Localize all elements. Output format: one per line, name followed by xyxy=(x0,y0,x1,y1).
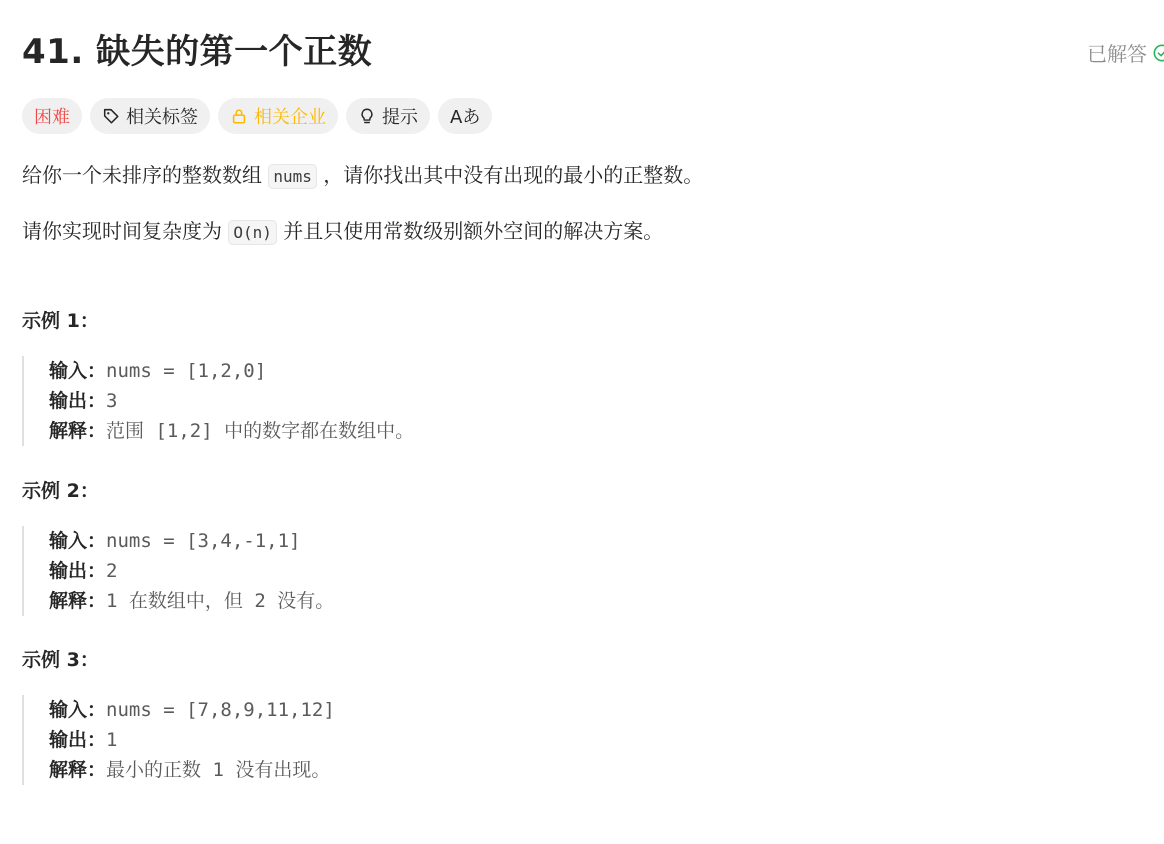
example-block xyxy=(22,695,335,785)
hints-label: 提示 xyxy=(382,107,418,128)
input-label: 输入： xyxy=(49,360,107,382)
check-circle-icon xyxy=(1153,44,1164,62)
related-topics-label: 相关标签 xyxy=(126,107,198,128)
description-text: ，请你找出其中没有出现的最小的正整数。 xyxy=(316,163,704,187)
inline-code: nums xyxy=(268,164,317,189)
solved-status xyxy=(1087,38,1164,67)
example-title: 示例 1： xyxy=(22,310,99,332)
lightbulb-icon xyxy=(358,107,376,125)
example-input xyxy=(49,695,335,725)
explanation-label: 解释： xyxy=(49,590,107,612)
example-title: 示例 2： xyxy=(22,480,99,502)
output-value: 2 xyxy=(106,560,118,582)
difficulty-tag[interactable] xyxy=(22,98,82,134)
description-paragraph-2 xyxy=(22,216,663,248)
solved-label: 已解答 xyxy=(1087,42,1147,66)
description-paragraph-1 xyxy=(22,160,703,192)
example-output xyxy=(49,386,414,416)
explanation-label: 解释： xyxy=(49,759,107,781)
tag-bar xyxy=(22,98,492,134)
example-input xyxy=(49,356,414,386)
explanation-value: 范围 [1,2] 中的数字都在数组中。 xyxy=(106,420,415,442)
tag-icon xyxy=(102,107,120,125)
translate-icon: Aあ xyxy=(450,107,481,128)
related-companies-tag[interactable] xyxy=(218,98,338,134)
output-label: 输出： xyxy=(49,729,107,751)
input-value: nums = [1,2,0] xyxy=(106,360,267,382)
input-label: 输入： xyxy=(49,530,107,552)
description-text: 请你实现时间复杂度为 xyxy=(22,219,229,243)
example-output xyxy=(49,556,334,586)
related-topics-tag[interactable] xyxy=(90,98,210,134)
example-explanation xyxy=(49,586,334,616)
example-explanation xyxy=(49,755,335,785)
output-value: 3 xyxy=(106,390,118,412)
output-value: 1 xyxy=(106,729,118,751)
difficulty-label: 困难 xyxy=(34,107,70,128)
translate-button[interactable] xyxy=(438,98,492,134)
example-block xyxy=(22,356,414,446)
problem-title[interactable]: 41. 缺失的第一个正数 xyxy=(22,32,373,72)
related-companies-label: 相关企业 xyxy=(254,107,326,128)
hints-tag[interactable] xyxy=(346,98,430,134)
output-label: 输出： xyxy=(49,390,107,412)
input-value: nums = [3,4,-1,1] xyxy=(106,530,301,552)
lock-icon xyxy=(230,107,248,125)
example-explanation xyxy=(49,416,414,446)
input-value: nums = [7,8,9,11,12] xyxy=(106,699,335,721)
description-text: 并且只使用常数级别额外空间的解决方案。 xyxy=(276,219,664,243)
explanation-value: 1 在数组中，但 2 没有。 xyxy=(106,590,335,612)
example-output xyxy=(49,725,335,755)
example-input xyxy=(49,526,334,556)
input-label: 输入： xyxy=(49,699,107,721)
explanation-label: 解释： xyxy=(49,420,107,442)
problem-description xyxy=(22,0,1164,844)
example-title: 示例 3： xyxy=(22,649,99,671)
output-label: 输出： xyxy=(49,560,107,582)
description-text: 给你一个未排序的整数数组 xyxy=(22,163,269,187)
explanation-value: 最小的正数 1 没有出现。 xyxy=(106,759,331,781)
example-block xyxy=(22,526,334,616)
inline-code: O(n) xyxy=(228,220,277,245)
